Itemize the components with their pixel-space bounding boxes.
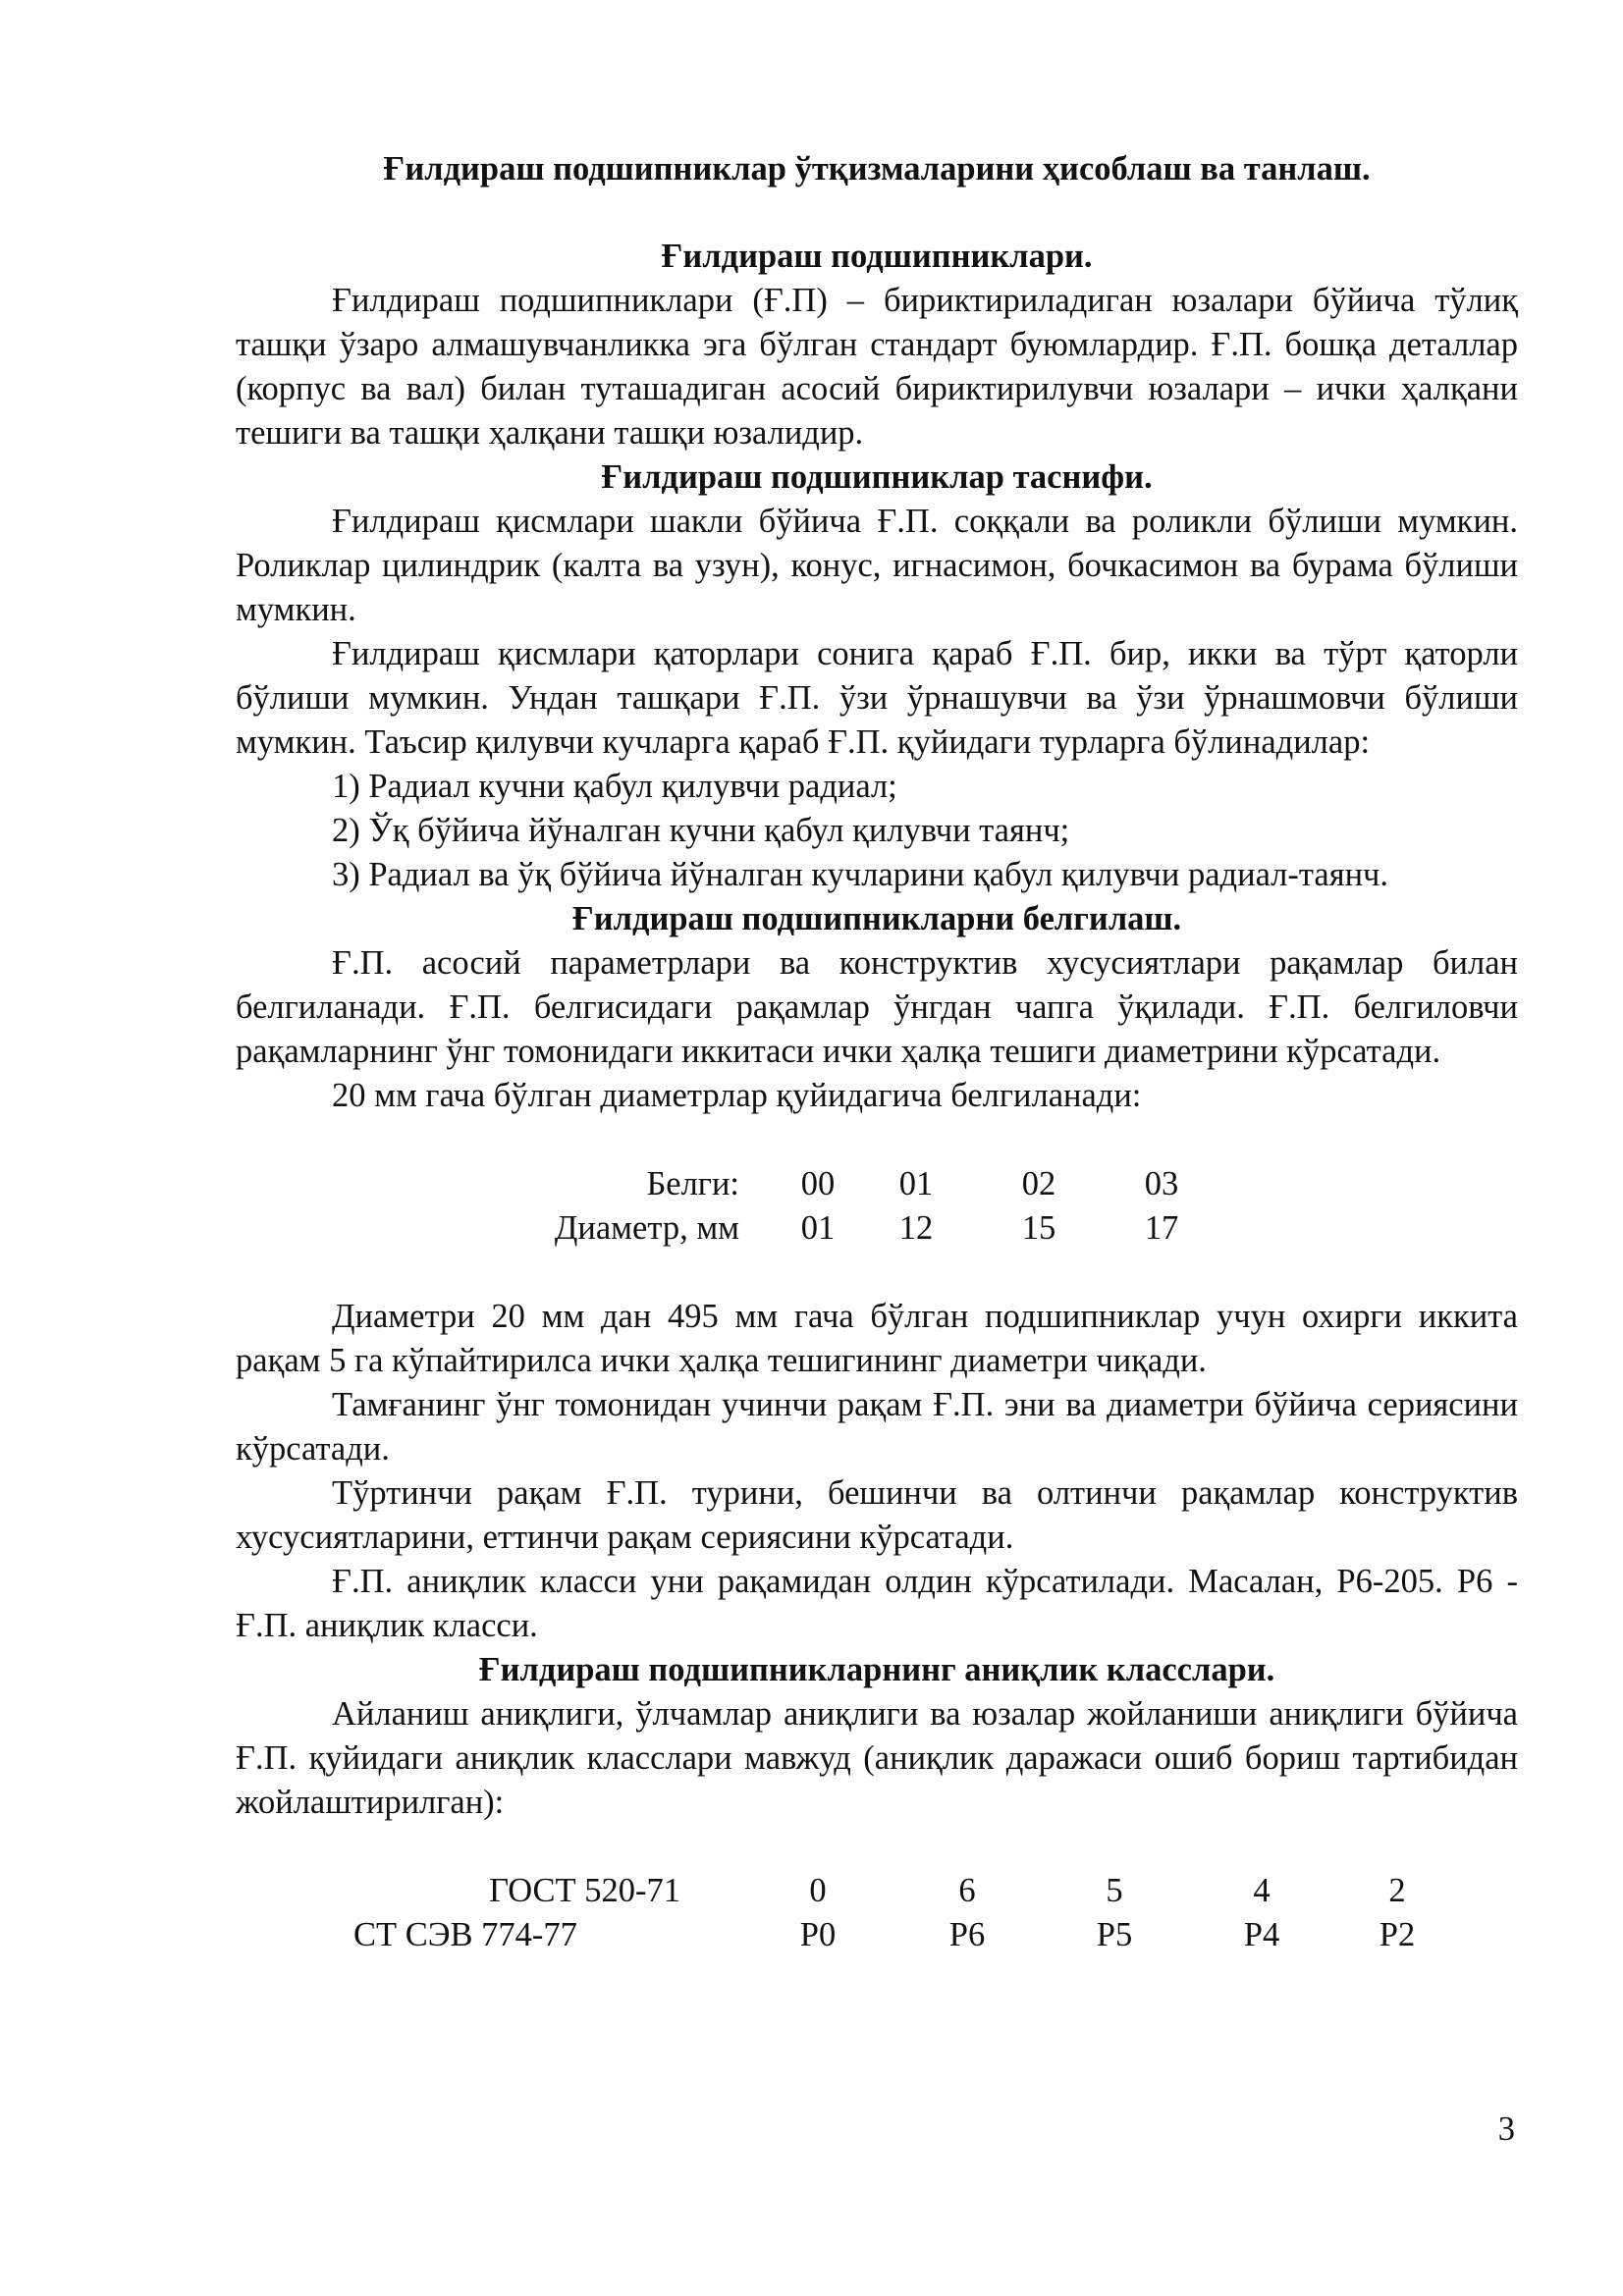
table-row bbox=[236, 1206, 1518, 1251]
document-title: Ғилдираш подшипниклар ўтқизмаларини ҳисоблаш ва танлаш. bbox=[383, 150, 1371, 187]
paragraph: Диаметри 20 мм дан 495 мм гача бўлган подшипниклар учун охирги иккита рақам 5 га кўпайтирилса ички ҳалқа тешигининг диаметри чиқади. bbox=[236, 1298, 1518, 1379]
paragraph: Ғилдираш подшипниклари (Ғ.П) – бириктириладиган юзалари бўйича тўлиқ ташқи ўзаро алмашувчанликка эга бўлган стандарт буюмлардир. Ғ.П. бошқа деталлар (корпус ва вал) билан туташадиган асосий бириктирилувчи юзалари – ички ҳалқани тешиги ва ташқи ҳалқани ташқи юзалидир. bbox=[236, 282, 1518, 452]
table-row-label: СТ СЭВ 774-77 bbox=[353, 1916, 577, 1953]
paragraph: Тамғанинг ўнг томонидан учинчи рақам Ғ.П. эни ва диаметри бўйича сериясини кўрсатади. bbox=[236, 1386, 1518, 1468]
table-cell: 0 bbox=[809, 1872, 827, 1909]
heading-classification: Ғилдираш подшипниклар таснифи. bbox=[601, 458, 1153, 496]
table-cell: Р0 bbox=[799, 1916, 837, 1953]
page-number: 3 bbox=[1497, 2110, 1515, 2148]
heading-accuracy-classes: Ғилдираш подшипникларнинг аниқлик класслари. bbox=[478, 1651, 1275, 1688]
paragraph: Ғилдираш қисмлари шакли бўйича Ғ.П. соққали ва роликли бўлиши мумкин. Роликлар цилиндрик (калта ва узун), конус, игнасимон, бочкасимон ва бурама бўлиши мумкин. bbox=[236, 503, 1518, 628]
table-cell: 2 bbox=[1388, 1872, 1406, 1909]
paragraph: Тўртинчи рақам Ғ.П. турини, бешинчи ва олтинчи рақамлар конструктив хусусиятларини, еттинчи рақам сериясини кўрсатади. bbox=[236, 1474, 1518, 1556]
paragraph: Айланиш аниқлиги, ўлчамлар аниқлиги ва юзалар жойланиши аниқлиги бўйича Ғ.П. қуйидаги аниқлик класслари мавжуд (аниқлик даражаси ошиб бориш тартибидан жойлаштирилган): bbox=[236, 1695, 1518, 1821]
accuracy-classes-table bbox=[236, 1825, 1518, 1957]
table-cell: 15 bbox=[1021, 1209, 1056, 1247]
table-cell: 01 bbox=[898, 1165, 934, 1202]
table-row bbox=[236, 1869, 1518, 1913]
paragraph: Ғилдираш қисмлари қаторлари сонига қараб Ғ.П. бир, икки ва тўрт қаторли бўлиши мумкин. Ундан ташқари Ғ.П. ўзи ўрнашувчи ва ўзи ўрнашмовчи бўлиши мумкин. Таъсир қилувчи кучларга қараб Ғ.П. қуйидаги турларга бўлинадилар: bbox=[236, 635, 1518, 761]
list-item: 2) Ўқ бўйича йўналган кучни қабул қилувчи таянч; bbox=[332, 812, 1070, 849]
heading-designation: Ғилдираш подшипникларни белгилаш. bbox=[571, 900, 1182, 937]
list-item: 3) Радиал ва ўқ бўйича йўналган кучларини қабул қилувчи радиал-таянч. bbox=[332, 856, 1389, 893]
table-cell: 17 bbox=[1144, 1209, 1179, 1247]
table-cell: Р2 bbox=[1379, 1916, 1416, 1953]
table-cell: 6 bbox=[958, 1872, 976, 1909]
table-cell: 03 bbox=[1144, 1165, 1179, 1202]
paragraph: 20 мм гача бўлган диаметрлар қуйидагича белгиланади: bbox=[332, 1077, 1142, 1114]
table-cell: Р6 bbox=[948, 1916, 986, 1953]
heading-bearings: Ғилдираш подшипниклари. bbox=[661, 238, 1093, 275]
table-row bbox=[236, 1913, 1518, 1957]
table-cell: 12 bbox=[898, 1209, 934, 1247]
table-cell: 4 bbox=[1253, 1872, 1271, 1909]
table-cell: 01 bbox=[800, 1209, 836, 1247]
document-page bbox=[236, 147, 1518, 1957]
table-row-label: Белги: bbox=[646, 1165, 739, 1202]
table-cell: 5 bbox=[1106, 1872, 1123, 1909]
designation-table bbox=[236, 1118, 1518, 1295]
table-cell: 02 bbox=[1021, 1165, 1056, 1202]
table-cell: Р5 bbox=[1096, 1916, 1133, 1953]
table-cell: Р4 bbox=[1243, 1916, 1280, 1953]
table-cell: 00 bbox=[800, 1165, 836, 1202]
list-item: 1) Радиал кучни қабул қилувчи радиал; bbox=[332, 768, 897, 805]
table-row-label: Диаметр, мм bbox=[554, 1209, 739, 1247]
table-row bbox=[236, 1162, 1518, 1206]
table-row-label: ГОСТ 520-71 bbox=[489, 1872, 680, 1909]
paragraph: Ғ.П. аниқлик класси уни рақамидан олдин кўрсатилади. Масалан, Р6-205. Р6 - Ғ.П. аниқлик класси. bbox=[236, 1563, 1518, 1644]
paragraph: Ғ.П. асосий параметрлари ва конструктив хусусиятлари рақамлар билан белгиланади. Ғ.П. белгисидаги рақамлар ўнгдан чапга ўқилади. Ғ.П. белгиловчи рақамларнинг ўнг томонидаги иккитаси ички ҳалқа тешиги диаметрини кўрсатади. bbox=[236, 944, 1518, 1070]
